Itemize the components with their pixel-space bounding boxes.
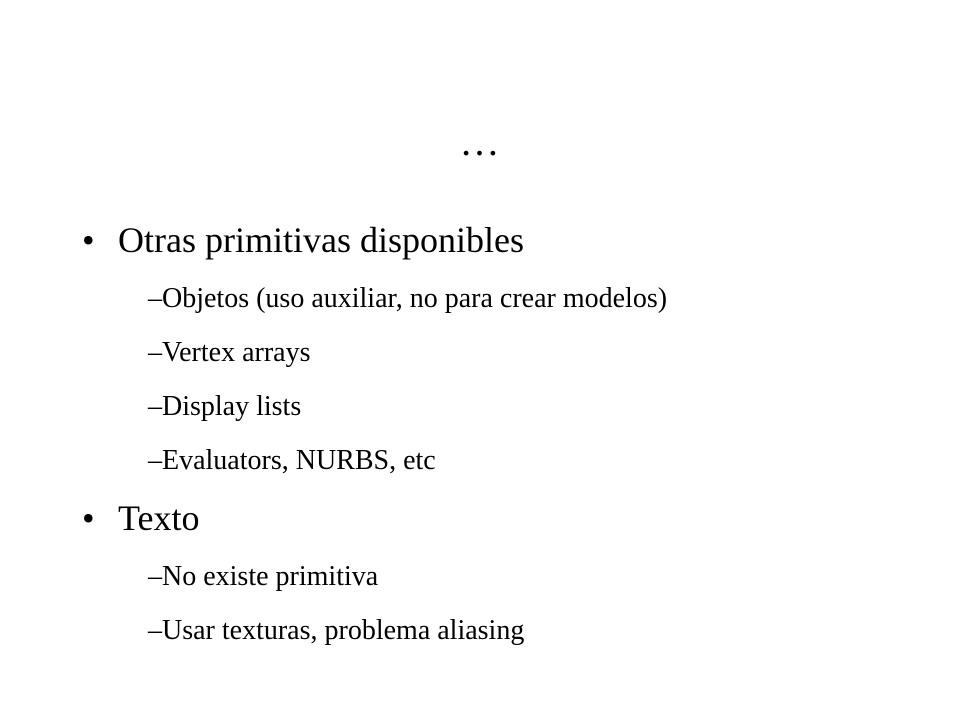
bullet-marker: •: [82, 498, 95, 538]
sub-marker: –: [148, 445, 162, 476]
sub-item: [148, 614, 524, 648]
slide-title: …: [459, 119, 501, 164]
sub-text: Objetos (uso auxiliar, no para crear modelos): [162, 283, 668, 314]
sub-text: Evaluators, NURBS, etc: [162, 445, 436, 476]
sub-marker: –: [148, 615, 162, 646]
sub-marker: –: [148, 337, 162, 368]
bullet-text: Otras primitivas disponibles: [118, 220, 524, 260]
sub-item: [148, 444, 436, 478]
bullet-text: Texto: [118, 498, 200, 538]
bullet-item: [82, 496, 199, 540]
sub-marker: –: [148, 283, 162, 314]
sub-item: [148, 282, 667, 316]
sub-item: [148, 390, 301, 424]
bullet-marker: •: [82, 220, 95, 260]
sub-text: Display lists: [162, 391, 302, 422]
sub-text: No existe primitiva: [162, 561, 379, 592]
bullet-item: [82, 218, 524, 262]
sub-marker: –: [148, 391, 162, 422]
sub-text: Vertex arrays: [162, 337, 311, 368]
sub-item: [148, 336, 310, 370]
sub-item: [148, 560, 378, 594]
sub-text: Usar texturas, problema aliasing: [162, 615, 525, 646]
sub-marker: –: [148, 561, 162, 592]
